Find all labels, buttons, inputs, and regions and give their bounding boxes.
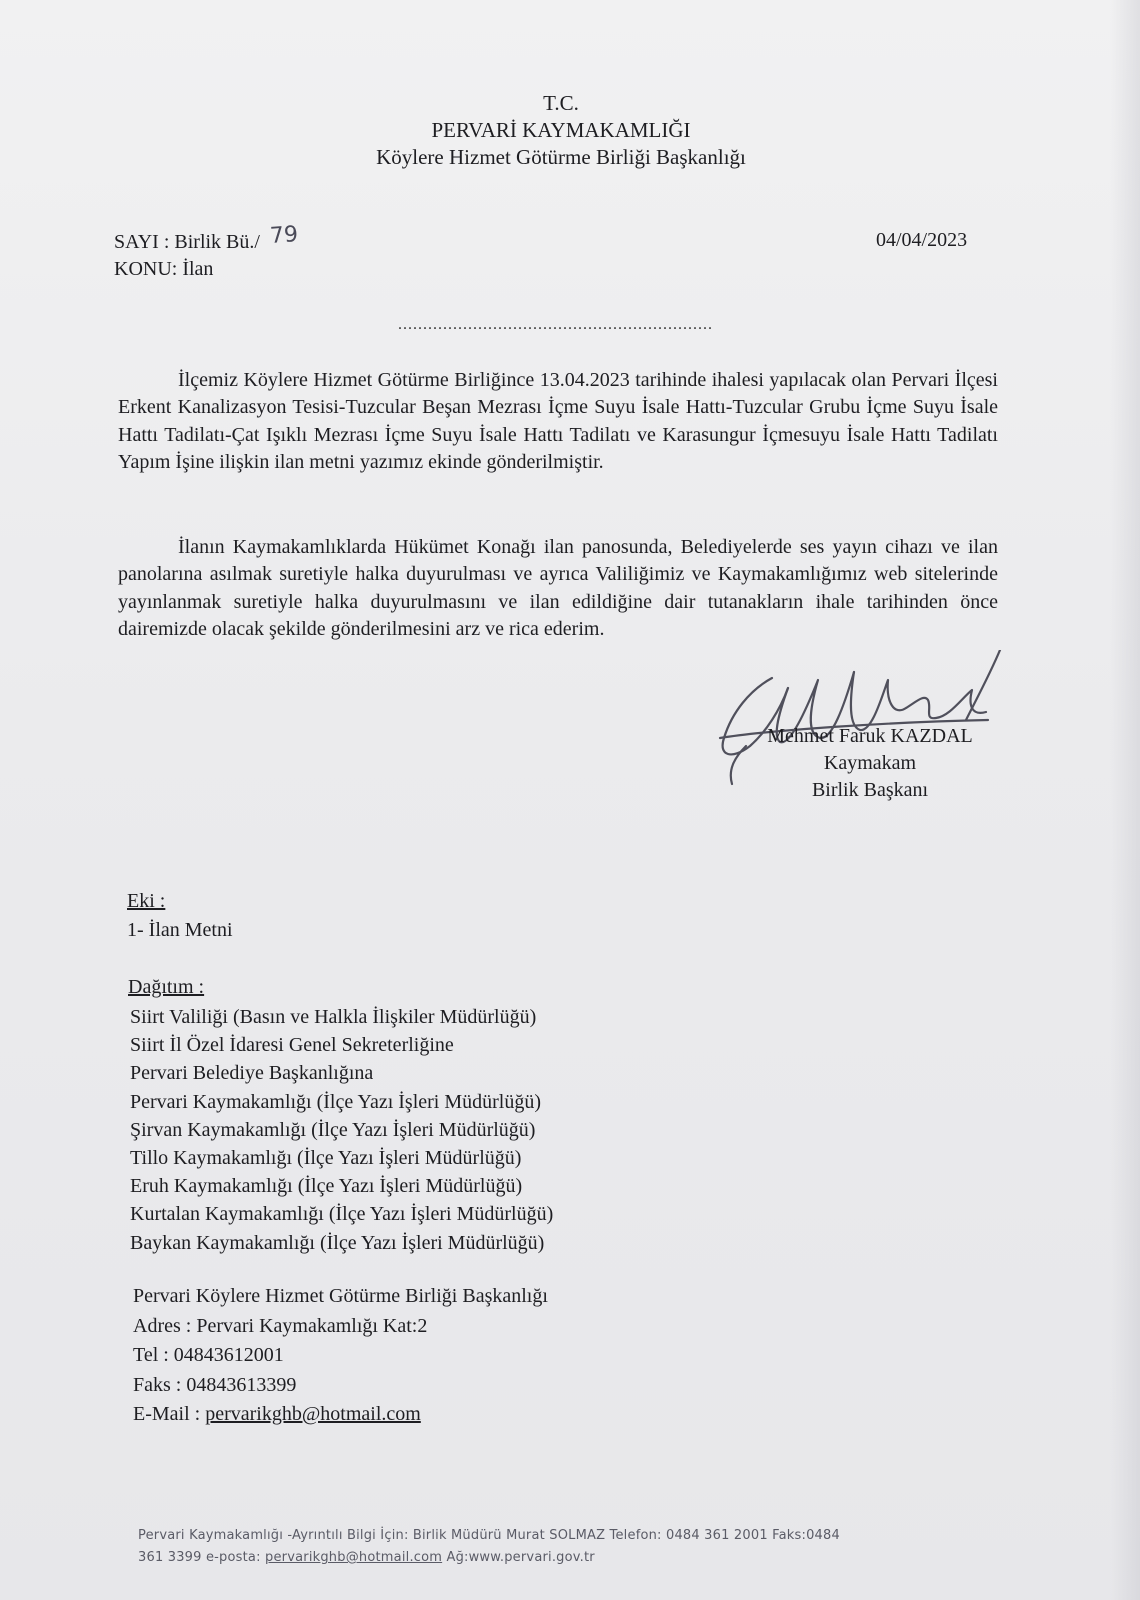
footer-web: Ağ:www.pervari.gov.tr: [442, 1550, 595, 1565]
distribution-item: Baykan Kaymakamlığı (İlçe Yazı İşleri Müdürlüğü): [130, 1231, 545, 1254]
body-paragraph-1: İlçemiz Köylere Hizmet Götürme Birliğince 13.04.2023 tarihinde ihalesi yapılacak olan Pervari İlçesi Erkent Kanalizasyon Tesisi-Tuzcular Beşan Mezrası İçme Suyu İsale Hattı-Tuzcular Grubu İçme Suyu İsale Hattı Tadilatı-Çat Işıklı Mezrası İçme Suyu İsale Hattı Tadilatı ve Karasungur İçmesuyu İsale Hattı Tadilatı Yapım İşine ilişkin ilan metni yazımız ekinde gönderilmiştir.: [118, 369, 998, 474]
distribution-item: Tillo Kaymakamlığı (İlçe Yazı İşleri Müdürlüğü): [130, 1147, 522, 1170]
distribution-item: Şirvan Kaymakamlığı (İlçe Yazı İşleri Müdürlüğü): [130, 1118, 536, 1141]
email-link[interactable]: pervarikghb@hotmail.com: [205, 1403, 421, 1425]
document-date: 04/04/2023: [876, 229, 968, 251]
signatory-role: Birlik Başkanı: [811, 779, 929, 801]
footer-prefix: 361 3399 e-posta:: [138, 1550, 266, 1565]
letterhead-tc: T.C.: [543, 91, 579, 115]
distribution-item: Pervari Belediye Başkanlığına: [130, 1062, 374, 1085]
footer-line-2: [138, 1547, 1018, 1569]
letterhead-unit: Köylere Hizmet Götürme Birliği Başkanlığı: [376, 145, 746, 169]
body-paragraph-2: İlanın Kaymakamlıklarda Hükümet Konağı ilan panosunda, Belediyelerde ses yayın cihazı ve ilan panolarına asılmak suretiyle halka duyurulması ve ayrıca Valiliğimiz ve Kaymakamlığımız web sitelerinde yayınlanmak suretiyle halka duyurulmasını ve ilan edildiğine dair tutanakların ihale tarihinden önce dairemizde olacak şekilde gönderilmesini arz ve rica ederim.: [118, 536, 998, 641]
email-label: E-Mail :: [133, 1403, 206, 1425]
signatory-title: Kaymakam: [823, 752, 917, 774]
distribution-item: Siirt Valiliği (Basın ve Halkla İlişkiler Müdürlüğü): [130, 1006, 537, 1028]
sayi-label: SAYI : Birlik Bü./: [114, 231, 260, 253]
footer-email-link[interactable]: pervarikghb@hotmail.com: [265, 1550, 443, 1565]
distribution-item: Kurtalan Kaymakamlığı (İlçe Yazı İşleri Müdürlüğü): [130, 1203, 554, 1226]
attachment-item: 1- İlan Metni: [127, 919, 233, 941]
contact-tel: Tel : 04843612001: [133, 1344, 284, 1366]
subject-line: KONU: İlan: [114, 258, 214, 280]
attachments-title: Eki :: [127, 890, 166, 912]
contact-block: [133, 1282, 548, 1430]
handwritten-number: 79: [269, 222, 299, 249]
contact-org: Pervari Köylere Hizmet Götürme Birliği Başkanlığı: [133, 1285, 548, 1307]
page-edge-shadow: [1110, 0, 1140, 1600]
page-footer: [138, 1525, 1018, 1569]
signatory-name: Mehmet Faruk KAZDAL: [767, 725, 973, 747]
contact-fax: Faks : 04843613399: [133, 1373, 297, 1396]
footer-line-1: Pervari Kaymakamlığı -Ayrıntılı Bilgi İçin: Birlik Müdürü Murat SOLMAZ Telefon: 0484 361 2001 Faks:0484: [138, 1528, 840, 1543]
signatory-block: [740, 723, 1000, 804]
separator-dots: ...............................................................: [398, 316, 713, 333]
contact-address: Adres : Pervari Kaymakamlığı Kat:2: [133, 1314, 428, 1337]
distribution-item: Siirt İl Özel İdaresi Genel Sekreterliğine: [130, 1034, 454, 1057]
distribution-item: Pervari Kaymakamlığı (İlçe Yazı İşleri Müdürlüğü): [130, 1090, 542, 1113]
contact-email-row: [133, 1400, 548, 1430]
letterhead-office: PERVARİ KAYMAKAMLIĞI: [431, 118, 691, 142]
distribution-list: [130, 1003, 553, 1257]
distribution-item: Eruh Kaymakamlığı (İlçe Yazı İşleri Müdürlüğü): [130, 1175, 523, 1198]
letterhead: [0, 90, 1122, 171]
distribution-title: Dağıtım :: [128, 976, 205, 998]
reference-number: [114, 222, 299, 254]
